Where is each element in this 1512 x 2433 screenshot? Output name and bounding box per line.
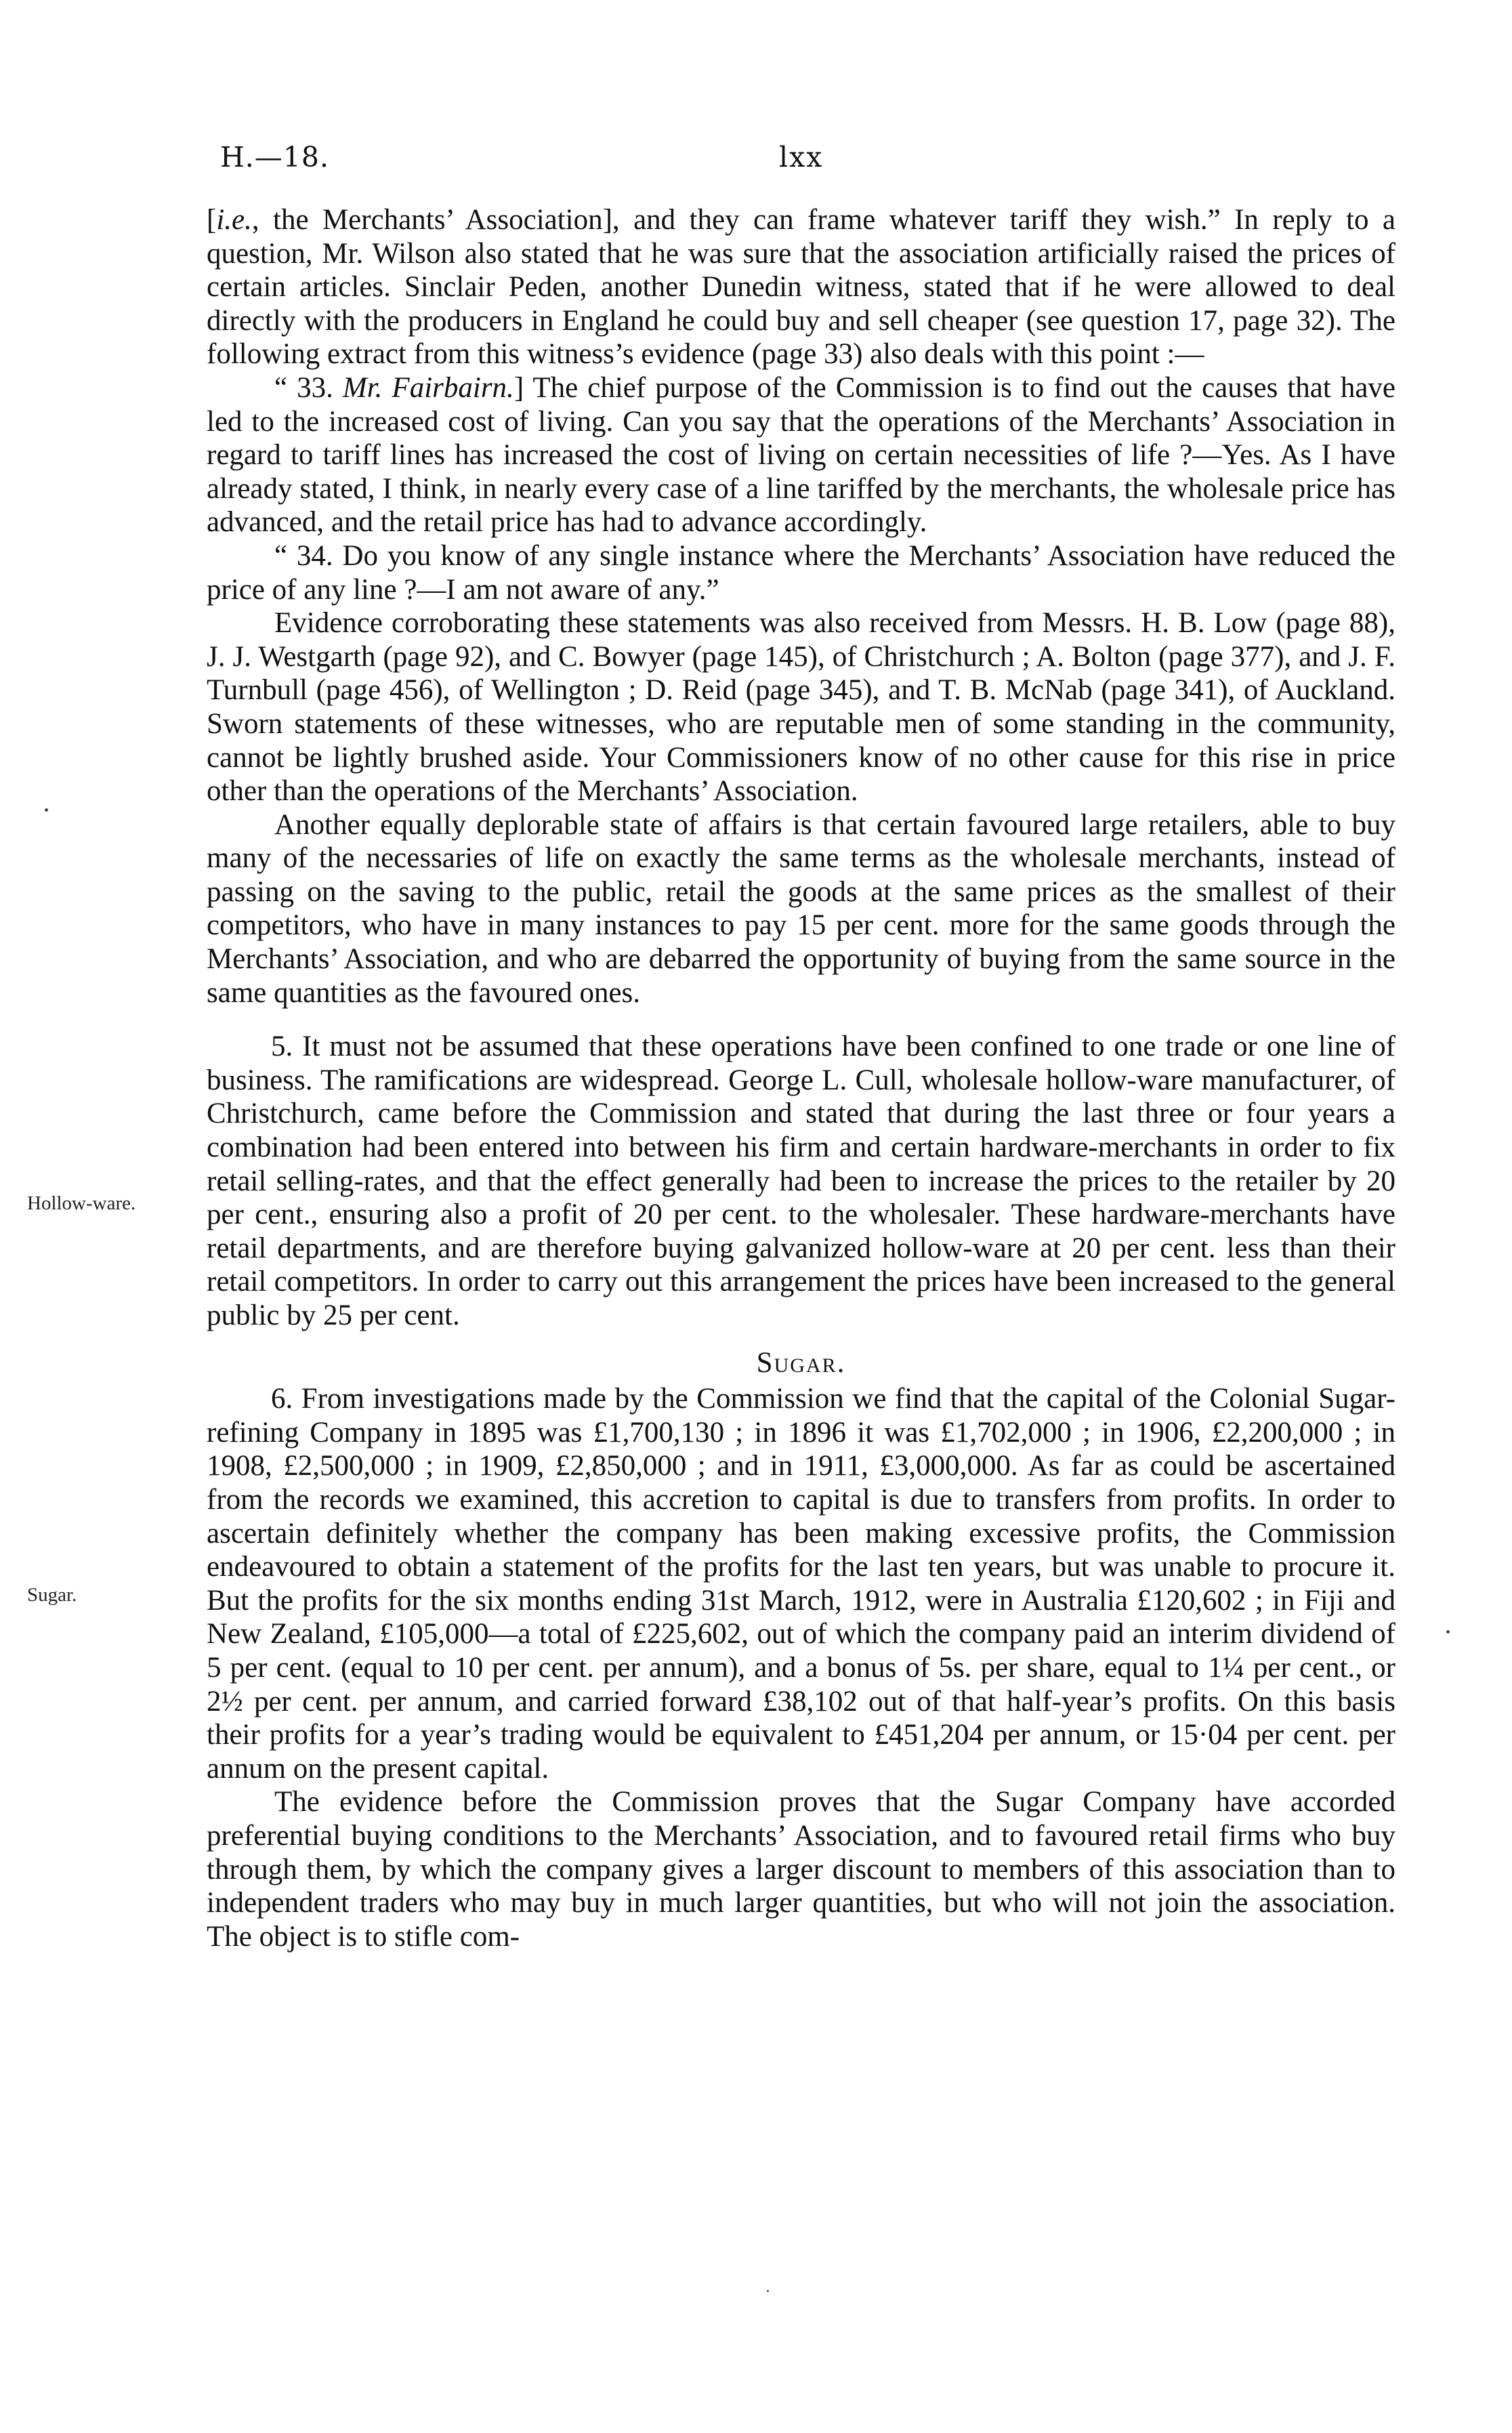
question-34: “ 34. Do you know of any single instance where the Merchants’ Association have reduced the price of any line ?—I am not aware of any.” — [207, 539, 1395, 606]
margin-note-sugar: Sugar. — [27, 1584, 77, 1606]
paragraph-evidence-sugar: The evidence before the Commission proves that the Sugar Company have accorded preferential buying conditions to the Merchants’ Association, and to favoured retail firms who buy through them, by which the company gives a larger discount to members of this association than to independent traders who may buy in much larger quantities, but who will not join the association. The object is to stifle com- — [207, 1786, 1395, 1953]
question-33 — [207, 371, 1395, 539]
italic-ie: i.e. — [216, 204, 252, 236]
question-33-number: “ 33. — [274, 371, 333, 404]
paragraph-continuation: [i.e., the Merchants’ Association], and they can frame whatever tariff they wish.” In reply to a question, Mr. Wilson also stated that he was sure that the association artificially raised the prices of certain articles. Sinclair Peden, another Dunedin witness, stated that if he were allowed to deal directly with the producers in England he could buy and sell cheaper (see question 17, page 32). The following extract from this witness’s evidence (page 33) also deals with this point :— — [207, 204, 1395, 371]
margin-note-hollow-ware: Hollow-ware. — [27, 1192, 136, 1214]
print-speck — [45, 808, 48, 812]
question-33-speaker: Mr. Fairbairn. — [342, 371, 514, 404]
question-33-text: ] The chief purpose of the Commission is to find out the causes that have led to the increased cost of living. Can you say that the operations of the Merchants’ Association in regard to tariff lines has increased the cost of living on certain necessities of life ?—Yes. As I have already stated, I think, in nearly every case of a line tariffed by the merchants, the wholesale price has advanced, and the retail price has had to advance accordingly. — [207, 371, 1395, 539]
paragraph-5: 5. It must not be assumed that these operations have been confined to one trade or one line of business. The ramifications are widespread. George L. Cull, wholesale hollow-ware manufacturer, of Christchurch, came before the Commission and stated that during the last three or four years a combination had been entered into between his firm and certain hardware-merchants in order to fix retail selling-rates, and that the effect generally had been to increase the prices to the retailer by 20 per cent., ensuring also a profit of 20 per cent. to the wholesaler. These hardware-merchants have retail departments, and are therefore buying galvanized hollow-ware at 20 per cent. less than their retail competitors. In order to carry out this arrangement the prices have been increased to the general public by 25 per cent. — [207, 1031, 1395, 1331]
paragraph-6: 6. From investigations made by the Commission we find that the capital of the Colonial Sugar-refining Company in 1895 was £1,700,130 ; in 1896 it was £1,702,000 ; in 1906, £2,200,000 ; in 1908, £2,500,000 ; in 1909, £2,850,000 ; and in 1911, £3,000,000. As far as could be ascertained from the records we examined, this accretion to capital is due to transfers from profits. In order to ascertain definitely whether the company has been making excessive profits, the Commission endeavoured to obtain a statement of the profits for the last ten years, but was unable to procure it. But the profits for the six months ending 31st March, 1912, were in Australia £120,602 ; in Fiji and New Zealand, £105,000—a total of £225,602, out of which the company paid an interim dividend of 5 per cent. (equal to 10 per cent. per annum), and a bonus of 5s. per share, equal to 1¼ per cent., or 2½ per cent. per annum, and carried forward £38,102 out of that half-year’s profits. On this basis their profits for a year’s trading would be equivalent to £451,204 per annum, or 15·04 per cent. per annum on the present capital. — [207, 1383, 1395, 1785]
body-text — [207, 203, 1395, 1953]
print-speck — [767, 2290, 769, 2292]
paragraph-evidence: Evidence corroborating these statements was also received from Messrs. H. B. Low (page 88), J. J. Westgarth (page 92), and C. Bowyer (page 145), of Christchurch ; A. Bolton (page 377), and J. F. Turnbull (page 456), of Wellington ; D. Reid (page 345), and T. B. McNab (page 341), of Auckland. Sworn statements of these witnesses, who are reputable men of some standing in the community, cannot be lightly brushed aside. Your Commissioners know of no other cause for this rise in price other than the operations of the Merchants’ Association. — [207, 607, 1395, 808]
print-speck — [1446, 1630, 1450, 1634]
paragraph-continuation-text: , the Merchants’ Association], and they can frame whatever tariff they wish.” In reply to a question, Mr. Wilson also stated that he was sure that the association artificially raised the prices of certain articles. Sinclair Peden, another Dunedin witness, stated that if he were allowed to deal directly with the producers in England he could buy and sell cheaper (see question 17, page 32). The following extract from this witness’s evidence (page 33) also deals with this point :— — [207, 204, 1395, 371]
page-number: lxx — [779, 141, 824, 173]
document-reference: H.—18. — [220, 141, 329, 173]
paragraph-another: Another equally deplorable state of affairs is that certain favoured large retailers, able to buy many of the necessaries of life on exactly the same terms as the wholesale merchants, instead of passing on the saving to the public, retail the goods at the same prices as the smallest of their competitors, who have in many instances to pay 15 per cent. more for the same goods through the Merchants’ Association, and who are debarred the opportunity of buying from the same source in the same quantities as the favoured ones. — [207, 808, 1395, 1009]
section-heading-sugar: Sugar. — [756, 1346, 846, 1379]
